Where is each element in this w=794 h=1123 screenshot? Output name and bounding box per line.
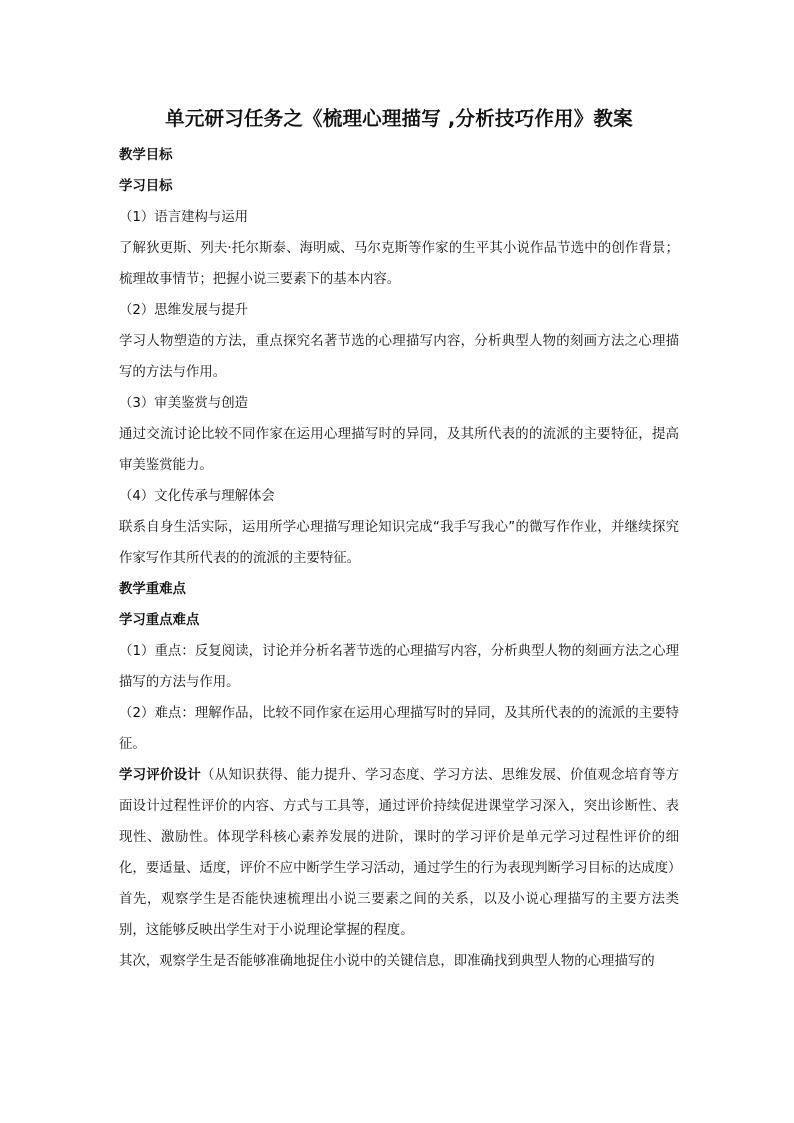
goal3-text: 通过交流讨论比较不同作家在运用心理描写时的异同，及其所代表的的流派的主要特征，提高审美鉴赏能力。 (119, 427, 679, 473)
document-content (119, 104, 682, 977)
goal4-label: （4）文化传承与理解体会 (119, 489, 275, 504)
difficulty-text: （2）难点：理解作品，比较不同作家在运用心理描写时的异同，及其所代表的的流派的主要特征。 (119, 706, 679, 752)
goal1-label: （1）语言建构与运用 (119, 210, 249, 225)
key-points-heading: 教学重难点 (119, 582, 186, 597)
evaluation-text: （从知识获得、能力提升、学习态度、学习方法、思维发展、价值观念培育等方面设计过程性评价的内容、方式与工具等，通过评价持续促进课堂学习深入，突出诊断性、表现性、激励性。体现学科核心素养发展的进阶，课时的学习评价是单元学习过程性评价的细化，要适量、适度，评价不应中断学生学习活动，通过学生的行为表现判断学习目标的达成度） (119, 768, 682, 876)
second-observation-text: 其次，观察学生是否能够准确地捉住小说中的关键信息，即准确找到典型人物的心理描写的 (119, 954, 655, 969)
goal1-text: 了解狄更斯、列夫·托尔斯泰、海明威、马尔克斯等作家的生平其小说作品节选中的创作背景；梳理故事情节；把握小说三要素下的基本内容。 (119, 241, 679, 287)
learning-goals-heading: 学习目标 (119, 179, 173, 194)
learning-key-points-heading: 学习重点难点 (119, 613, 200, 628)
evaluation-paragraph (119, 760, 682, 884)
goal2-label: （2）思维发展与提升 (119, 303, 249, 318)
goal2-text: 学习人物塑造的方法，重点探究名著节选的心理描写内容，分析典型人物的刻画方法之心理描写的方法与作用。 (119, 334, 679, 380)
evaluation-heading: 学习评价设计 (119, 768, 201, 783)
teaching-goals-heading: 教学目标 (119, 148, 173, 163)
document-title: 单元研习任务之《梳理心理描写 ,分析技巧作用》教案 (165, 107, 633, 130)
goal4-text: 联系自身生活实际，运用所学心理描写理论知识完成“我手写我心”的微写作作业，并继续探究作家写作其所代表的的流派的主要特征。 (119, 520, 679, 566)
key-point-text: （1）重点：反复阅读，讨论并分析名著节选的心理描写内容，分析典型人物的刻画方法之心理描写的方法与作用。 (119, 644, 679, 690)
first-observation-text: 首先，观察学生是否能快速梳理出小说三要素之间的关系，以及小说心理描写的主要方法类别，这能够反映出学生对于小说理论掌握的程度。 (119, 892, 679, 938)
goal3-label: （3）审美鉴赏与创造 (119, 396, 249, 411)
